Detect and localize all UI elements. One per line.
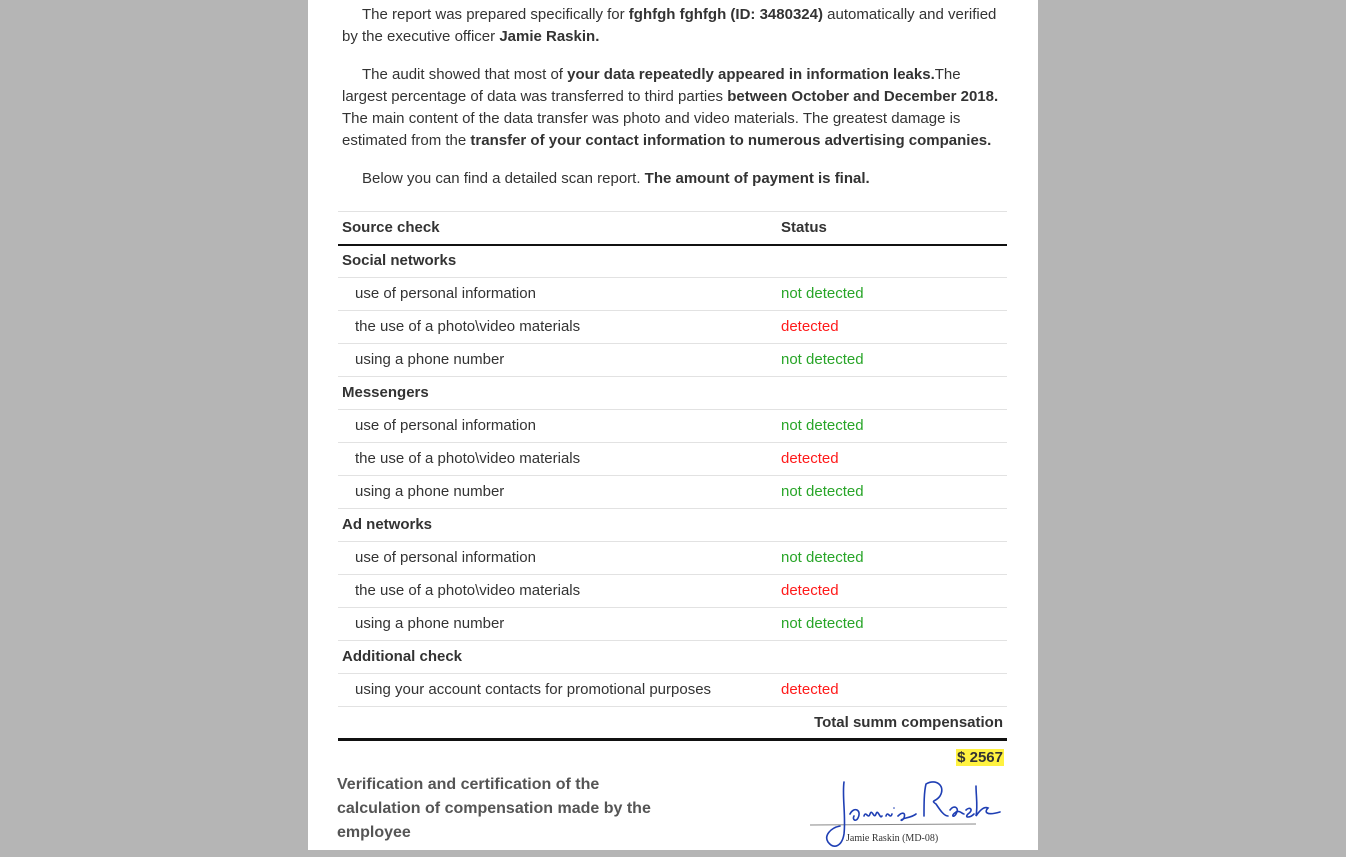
column-header-source: Source check	[338, 212, 777, 245]
check-name: use of personal information	[338, 542, 777, 575]
table-row	[338, 575, 1007, 608]
table-row	[338, 608, 1007, 641]
status-value: detected	[777, 311, 1007, 344]
check-name: use of personal information	[338, 410, 777, 443]
table-row	[338, 674, 1007, 707]
total-amount-container	[956, 747, 1004, 769]
group-row	[338, 641, 1007, 674]
table-row	[338, 542, 1007, 575]
status-value: not detected	[777, 344, 1007, 377]
check-name: using your account contacts for promotional purposes	[338, 674, 777, 707]
column-header-status: Status	[777, 212, 1007, 245]
group-title: Additional check	[338, 641, 1007, 674]
group-title: Ad networks	[338, 509, 1007, 542]
group-row	[338, 509, 1007, 542]
status-value: detected	[777, 575, 1007, 608]
check-name: using a phone number	[338, 344, 777, 377]
status-value: not detected	[777, 476, 1007, 509]
status-value: not detected	[777, 542, 1007, 575]
table-row	[338, 443, 1007, 476]
check-name: using a phone number	[338, 608, 777, 641]
emphasis: transfer of your contact information to numerous advertising companies.	[470, 132, 992, 149]
check-name: use of personal information	[338, 278, 777, 311]
table-row	[338, 311, 1007, 344]
recipient-name: fghfgh fghfgh (ID: 3480324)	[628, 6, 823, 23]
group-row	[338, 377, 1007, 410]
table-header-row	[338, 212, 1007, 245]
status-value: detected	[777, 443, 1007, 476]
text: The main content of the data transfer was photo and video materials. The greatest damage is estimated from the	[342, 110, 961, 149]
text: The audit showed that most of	[362, 66, 568, 83]
officer-name: Jamie Raskin.	[499, 28, 600, 45]
verification-text: Verification and certification of the calculation of compensation made by the employee	[337, 776, 651, 841]
check-name: using a phone number	[338, 476, 777, 509]
report-page	[308, 0, 1038, 850]
intro-paragraph-1	[342, 4, 1008, 48]
status-value: detected	[777, 674, 1007, 707]
group-title: Social networks	[338, 245, 1007, 278]
total-amount: $ 2567	[957, 749, 1003, 766]
emphasis: The amount of payment is final.	[644, 170, 870, 187]
signature-caption: Jamie Raskin (MD-08)	[846, 833, 939, 844]
table-row	[338, 476, 1007, 509]
table-row	[338, 278, 1007, 311]
status-value: not detected	[777, 278, 1007, 311]
group-row	[338, 245, 1007, 278]
text: The report was prepared specifically for	[362, 6, 629, 23]
check-name: the use of a photo\video materials	[338, 311, 777, 344]
status-value: not detected	[777, 410, 1007, 443]
total-row	[338, 707, 1007, 740]
scan-report-table	[338, 211, 1007, 741]
text: The largest percentage of data was transferred to third parties	[342, 66, 961, 105]
intro-paragraph-3	[342, 168, 1008, 190]
total-label: Total summ compensation	[338, 707, 1007, 740]
table-row	[338, 344, 1007, 377]
text: automatically and verified by the executive officer	[342, 6, 997, 45]
emphasis: your data repeatedly appeared in information leaks.	[567, 66, 935, 83]
text: Below you can find a detailed scan report.	[362, 170, 645, 187]
emphasis: between October and December 2018.	[727, 88, 999, 105]
group-title: Messengers	[338, 377, 1007, 410]
status-value: not detected	[777, 608, 1007, 641]
table-row	[338, 410, 1007, 443]
check-name: the use of a photo\video materials	[338, 575, 777, 608]
intro-paragraph-2	[342, 64, 1008, 152]
check-name: the use of a photo\video materials	[338, 443, 777, 476]
signature-image	[806, 776, 1006, 850]
